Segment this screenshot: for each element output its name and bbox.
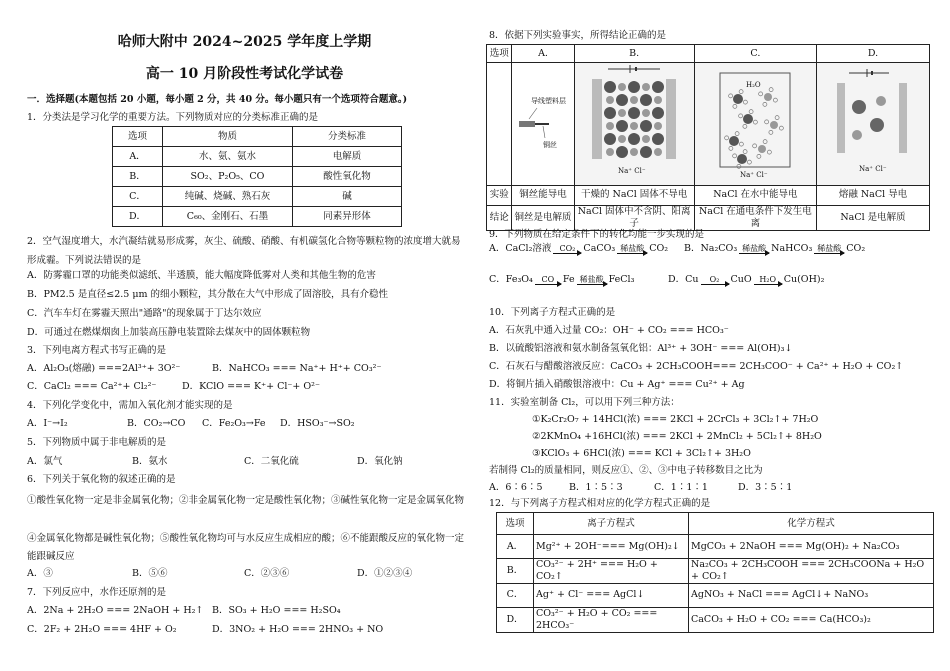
q6-stem: 6．下列关于氧化物的叙述正确的是 — [27, 474, 176, 485]
copper-wire-figure — [515, 63, 571, 181]
water-molecule — [769, 130, 773, 134]
ion-sphere — [852, 100, 866, 114]
q8-cell: 干燥的 NaCl 固体不导电 — [574, 185, 694, 205]
q3-option-c: C．CaCl₂ === Ca²⁺+ Cl₂²⁻ — [27, 381, 157, 392]
q11-option-d: D．3∶5∶1 — [738, 482, 793, 493]
q8-cell: NaCl 在通电条件下发生电离 — [694, 205, 816, 230]
q1-cell: A． — [113, 147, 163, 167]
q3-option-a: A．Al₂O₃(熔融) ===2Al³⁺+ 3O²⁻ — [27, 363, 181, 374]
q8-table — [486, 44, 930, 231]
q2-stem: 2．空气湿度增大，水汽凝结就易形成雾，灰尘、硫酸、硝酸、有机碳氢化合物等颗粒物的浓度增大就易形成霾。下列说法错误的是 — [27, 236, 461, 266]
q4-option-b: B．CO₂→CO — [127, 418, 186, 429]
q11-question: 若制得 Cl₂的质量相同，则反应①、②、③中电子转移数目之比为 — [489, 465, 763, 476]
q8-figure-c — [694, 63, 816, 186]
ion-sphere — [654, 148, 662, 156]
q12-cell: CO₃²⁻ + 2H⁺ === H₂O + CO₂↑ — [534, 559, 689, 584]
water-molecule — [753, 144, 757, 148]
q8-cell: NaCl 在水中能导电 — [694, 185, 816, 205]
q3-option-b: B．NaHCO₃ === Na⁺+ H⁺+ CO₃²⁻ — [212, 363, 382, 374]
ion-sphere — [642, 135, 650, 143]
q12-table — [496, 512, 934, 633]
q10-option-d: D．将铜片插入硝酸银溶液中：Cu + Ag⁺ === Cu²⁺ + Ag — [489, 379, 745, 390]
ion-sphere — [770, 121, 778, 129]
ion-sphere — [618, 109, 626, 117]
water-molecule — [725, 136, 729, 140]
ion-sphere — [606, 96, 614, 104]
wire-insulation-shape — [519, 121, 535, 127]
q1-cell: 纯碱、烧碱、熟石灰 — [163, 187, 293, 207]
q10-option-c: C．石灰石与醋酸溶液反应：CaCO₃ + 2CH₃COOH=== 2CH₃COO⁻ + Ca²⁺ + H₂O + CO₂↑ — [489, 361, 904, 372]
q1-table — [112, 126, 402, 227]
q11-option-b: B．1∶5∶3 — [569, 482, 623, 493]
q8-header: C. — [694, 45, 816, 63]
q10-option-b: B．以硫酸铝溶液和氨水制备氢氧化铝：Al³⁺ + 3OH⁻ === Al(OH)₃↓ — [489, 343, 793, 354]
q11-option-a: A．6∶6∶5 — [489, 482, 543, 493]
table-row — [487, 185, 930, 205]
q8-figure-d — [817, 63, 930, 186]
table-row — [497, 607, 934, 632]
q8-cell: NaCl 固体中不含阴、阳离子 — [574, 205, 694, 230]
q6-option-b: B．⑤⑥ — [132, 568, 168, 579]
ion-sphere — [870, 118, 884, 132]
q2-option-b: B．PM2.5 是直径≤2.5 μm 的细小颗粒，其分散在大气中形成了固溶胶，具有介稳性 — [27, 289, 389, 300]
ion-sphere — [616, 146, 628, 158]
ion-sphere — [628, 133, 640, 145]
q1-stem: 1．分类法是学习化学的重要方法。下列物质对应的分类标准正确的是 — [27, 112, 319, 123]
q8-figure-b — [574, 63, 694, 186]
ion-label-c: Na⁺ Cl⁻ — [740, 171, 768, 179]
q11-reaction-1: ①K₂Cr₂O₇ + 14HCl(浓) === 2KCl + 2CrCl₃ + 3Cl₂↑+ 7H₂O — [532, 414, 819, 425]
ion-sphere — [630, 96, 638, 104]
table-row — [113, 147, 402, 167]
water-molecule — [759, 92, 763, 96]
q12-header: 化学方程式 — [689, 513, 934, 535]
wire-insulation-label: 导线塑料层 — [531, 97, 567, 105]
water-molecule — [754, 120, 758, 124]
ion-sphere — [640, 146, 652, 158]
ion-sphere — [604, 133, 616, 145]
table-row — [113, 187, 402, 207]
q6-option-c: C．②③⑥ — [244, 568, 290, 579]
ion-sphere — [852, 130, 862, 140]
q9-option-c: C．Fe₃O₄ CO Fe 稀盐酸 FeCl₃ — [489, 274, 634, 289]
water-molecule — [768, 150, 772, 154]
ion-sphere — [758, 145, 766, 153]
q8-figure-a — [512, 63, 574, 186]
q11-reaction-2: ②2KMnO₄ +16HCl(浓) === 2KCl + 2MnCl₂ + 5Cl₂↑+ 8H₂O — [532, 431, 822, 442]
q1-cell: C． — [113, 187, 163, 207]
q2-option-c: C．汽车车灯在雾霾天照出"通路"的现象属于丁达尔效应 — [27, 308, 262, 319]
water-molecule — [774, 98, 778, 102]
water-molecule — [749, 110, 753, 114]
water-molecule — [775, 116, 779, 120]
ion-sphere — [618, 135, 626, 143]
ion-sphere — [606, 122, 614, 130]
q2-option-d: D．可通过在燃煤烟囱上加装高压静电装置除去煤灰中的固体颗粒物 — [27, 327, 311, 338]
q9-option-d: D．Cu O₂ CuO H₂O Cu(OH)₂ — [668, 274, 824, 289]
water-molecule — [765, 120, 769, 124]
q8-stem: 8．依据下列实验事实，所得结论正确的是 — [489, 30, 667, 41]
water-molecule — [729, 94, 733, 98]
water-molecule — [735, 132, 739, 136]
ion-sphere — [630, 148, 638, 156]
water-molecule — [757, 154, 761, 158]
q1-cell: D． — [113, 207, 163, 227]
q1-cell: 碱 — [293, 187, 402, 207]
electrode-right-shape — [666, 79, 676, 159]
ion-sphere — [733, 94, 743, 104]
exam-subtitle: 高一 10 月阶段性考试化学试卷 — [145, 66, 344, 82]
q12-cell: Ag⁺ + Cl⁻ === AgCl↓ — [534, 583, 689, 607]
q12-cell: B． — [497, 559, 534, 584]
q9-option-a: A．CaCl₂溶液 CO₂ CaCO₃ 稀盐酸 CO₂ — [489, 243, 668, 258]
ion-sphere — [654, 122, 662, 130]
table-row — [113, 207, 402, 227]
ion-label: Na⁺ Cl⁻ — [618, 167, 646, 175]
water-molecule — [744, 100, 748, 104]
q11-reaction-3: ③KClO₃ + 6HCl(浓) === KCl + 3Cl₂↑+ 3H₂O — [532, 448, 751, 459]
q8-header: 选项 — [487, 45, 512, 63]
q6-option-a: A．③ — [27, 568, 53, 579]
q12-cell: Na₂CO₃ + 2CH₃COOH === 2CH₃COONa + H₂O + CO₂↑ — [689, 559, 934, 584]
q4-stem: 4．下列化学变化中，需加入氧化剂才能实现的是 — [27, 400, 233, 411]
q7-option-d: D．3NO₂ + H₂O === 2HNO₃ + NO — [212, 624, 384, 635]
table-row — [497, 583, 934, 607]
ion-sphere — [630, 122, 638, 130]
q1-cell: 同素异形体 — [293, 207, 402, 227]
q12-cell: Mg²⁺ + 2OH⁻=== Mg(OH)₂↓ — [534, 535, 689, 559]
q12-cell: CO₃²⁻ + H₂O + CO₂ === 2HCO₃⁻ — [534, 607, 689, 632]
q12-cell: MgCO₃ + 2NaOH === Mg(OH)₂ + Na₂CO₃ — [689, 535, 934, 559]
exam-title: 哈师大附中 2024~2025 学年度上学期 — [117, 34, 372, 50]
q8-cell: 铜丝是电解质 — [512, 205, 574, 230]
q2-option-a: A．防雾霾口罩的功能类似滤纸、半透膜，能大幅度降低雾对人类和其他生物的危害 — [27, 270, 376, 281]
electrode-left-shape — [592, 79, 602, 159]
table-row — [113, 167, 402, 187]
water-molecule — [743, 150, 747, 154]
hydrated-ions — [725, 88, 784, 169]
q1-cell: B． — [113, 167, 163, 187]
q4-option-a: A．I⁻→I₂ — [27, 418, 68, 429]
ion-sphere — [743, 114, 753, 124]
water-molecule — [763, 102, 767, 106]
water-label: H₂O — [746, 81, 762, 89]
q1-cell: C₆₀、金刚石、石墨 — [163, 207, 293, 227]
ion-sphere — [618, 83, 626, 91]
q1-cell: 酸性氧化物 — [293, 167, 402, 187]
q8-header: B. — [574, 45, 694, 63]
ion-sphere — [652, 81, 664, 93]
water-molecule — [733, 104, 737, 108]
q7-option-b: B．SO₃ + H₂O === H₂SO₄ — [212, 605, 341, 616]
q3-stem: 3．下列电离方程式书写正确的是 — [27, 345, 167, 356]
q1-cell: SO₂、P₂O₅、CO — [163, 167, 293, 187]
ion-sphere — [640, 120, 652, 132]
q8-header: A. — [512, 45, 574, 63]
table-row — [497, 559, 934, 584]
table-row — [497, 535, 934, 559]
ion-sphere — [642, 109, 650, 117]
ion-sphere — [737, 154, 747, 164]
q12-stem: 12．与下列离子方程式相对应的化学方程式正确的是 — [489, 498, 711, 509]
q12-cell: D． — [497, 607, 534, 632]
q3-option-d: D．KClO === K⁺+ Cl⁻+ O²⁻ — [182, 381, 320, 392]
ion-sphere — [640, 94, 652, 106]
q9-stem: 9．下列物质在给定条件下的转化均能一步实现的是 — [489, 229, 705, 240]
water-molecule — [729, 146, 733, 150]
ion-label-d: Na⁺ Cl⁻ — [859, 165, 887, 173]
q5-option-b: B．氨水 — [132, 456, 168, 467]
q7-stem: 7．下列反应中，水作还原剂的是 — [27, 587, 167, 598]
q6-option-d: D．①②③④ — [357, 568, 413, 579]
solid-nacl-lattice-figure — [578, 63, 690, 181]
q5-option-d: D．氧化钠 — [357, 456, 403, 467]
q1-header: 分类标准 — [293, 127, 402, 147]
q9-option-b: B．Na₂CO₃ 稀盐酸 NaHCO₃ 稀盐酸 CO₂ — [684, 243, 865, 258]
ion-sphere — [616, 94, 628, 106]
q7-option-a: A．2Na + 2H₂O === 2NaOH + H₂↑ — [27, 605, 204, 616]
q10-option-a: A．石灰乳中通入过量 CO₂：OH⁻ + CO₂ === HCO₃⁻ — [489, 325, 729, 336]
q12-header: 选项 — [497, 513, 534, 535]
ion-sphere — [642, 83, 650, 91]
q12-cell: CaCO₃ + H₂O + CO₂ === Ca(HCO₃)₂ — [689, 607, 934, 632]
q1-header: 选项 — [113, 127, 163, 147]
water-molecule — [739, 90, 743, 94]
ion-sphere — [604, 107, 616, 119]
ion-sphere — [604, 81, 616, 93]
q12-cell: A． — [497, 535, 534, 559]
ion-sphere — [729, 136, 739, 146]
q11-option-c: C．1∶1∶1 — [654, 482, 708, 493]
water-molecule — [740, 142, 744, 146]
water-molecule — [769, 88, 773, 92]
ion-sphere — [606, 148, 614, 156]
ion-sphere — [652, 107, 664, 119]
q12-cell: C． — [497, 583, 534, 607]
q4-option-d: D．HSO₃⁻→SO₂ — [280, 418, 355, 429]
q6-statement-1: ①酸性氧化物一定是非金属氧化物；②非金属氧化物一定是酸性氧化物；③碱性氧化物一定是金属氧化物 — [27, 495, 465, 506]
q8-cell: 熔融 NaCl 导电 — [817, 185, 930, 205]
q8-cell: 铜丝能导电 — [512, 185, 574, 205]
q6-statement-2: ④金属氧化物都是碱性氧化物；⑤酸性氧化物均可与水反应生成相应的酸；⑥不能跟酸反应的氧化物一定能跟碱反应 — [27, 533, 465, 562]
table-row — [487, 205, 930, 230]
q5-option-c: C．二氧化硫 — [244, 456, 299, 467]
ion-sphere — [876, 96, 886, 106]
molten-nacl-figure — [819, 63, 927, 181]
water-molecule — [739, 114, 743, 118]
ion-sphere — [628, 107, 640, 119]
ion-sphere — [628, 81, 640, 93]
q8-cell: NaCl 是电解质 — [817, 205, 930, 230]
water-molecule — [763, 140, 767, 144]
q1-cell: 电解质 — [293, 147, 402, 167]
ion-sphere — [654, 96, 662, 104]
q1-cell: 水、氨、氨水 — [163, 147, 293, 167]
water-molecule — [737, 164, 741, 168]
water-molecule — [748, 160, 752, 164]
ion-sphere — [616, 120, 628, 132]
q12-header: 离子方程式 — [534, 513, 689, 535]
q5-stem: 5．下列物质中属于非电解质的是 — [27, 437, 167, 448]
ion-lattice — [604, 81, 664, 158]
water-molecule — [743, 124, 747, 128]
q11-stem: 11．实验室制备 Cl₂，可以用下列三种方法： — [489, 397, 680, 408]
ion-sphere — [652, 133, 664, 145]
q8-row-label: 实验 — [487, 185, 512, 205]
q8-header: D. — [817, 45, 930, 63]
nacl-in-water-figure — [698, 63, 812, 181]
copper-wire-label: 铜丝 — [543, 141, 558, 149]
q8-row-label: 结论 — [487, 205, 512, 230]
q7-option-c: C．2F₂ + 2H₂O === 4HF + O₂ — [27, 624, 177, 635]
q5-option-a: A．氯气 — [27, 456, 63, 467]
section-heading: 一．选择题(本题包括 20 小题，每小题 2 分，共 40 分。每小题只有一个选项符合题意。) — [27, 94, 408, 105]
q8-figure-row — [487, 63, 930, 186]
q10-stem: 10．下列离子方程式正确的是 — [489, 307, 616, 318]
q4-option-c: C．Fe₂O₃→Fe — [202, 418, 266, 429]
q1-header: 物质 — [163, 127, 293, 147]
ion-sphere — [764, 93, 772, 101]
water-molecule — [733, 154, 737, 158]
water-molecule — [780, 126, 784, 130]
q12-cell: AgNO₃ + NaCl === AgCl↓+ NaNO₃ — [689, 583, 934, 607]
